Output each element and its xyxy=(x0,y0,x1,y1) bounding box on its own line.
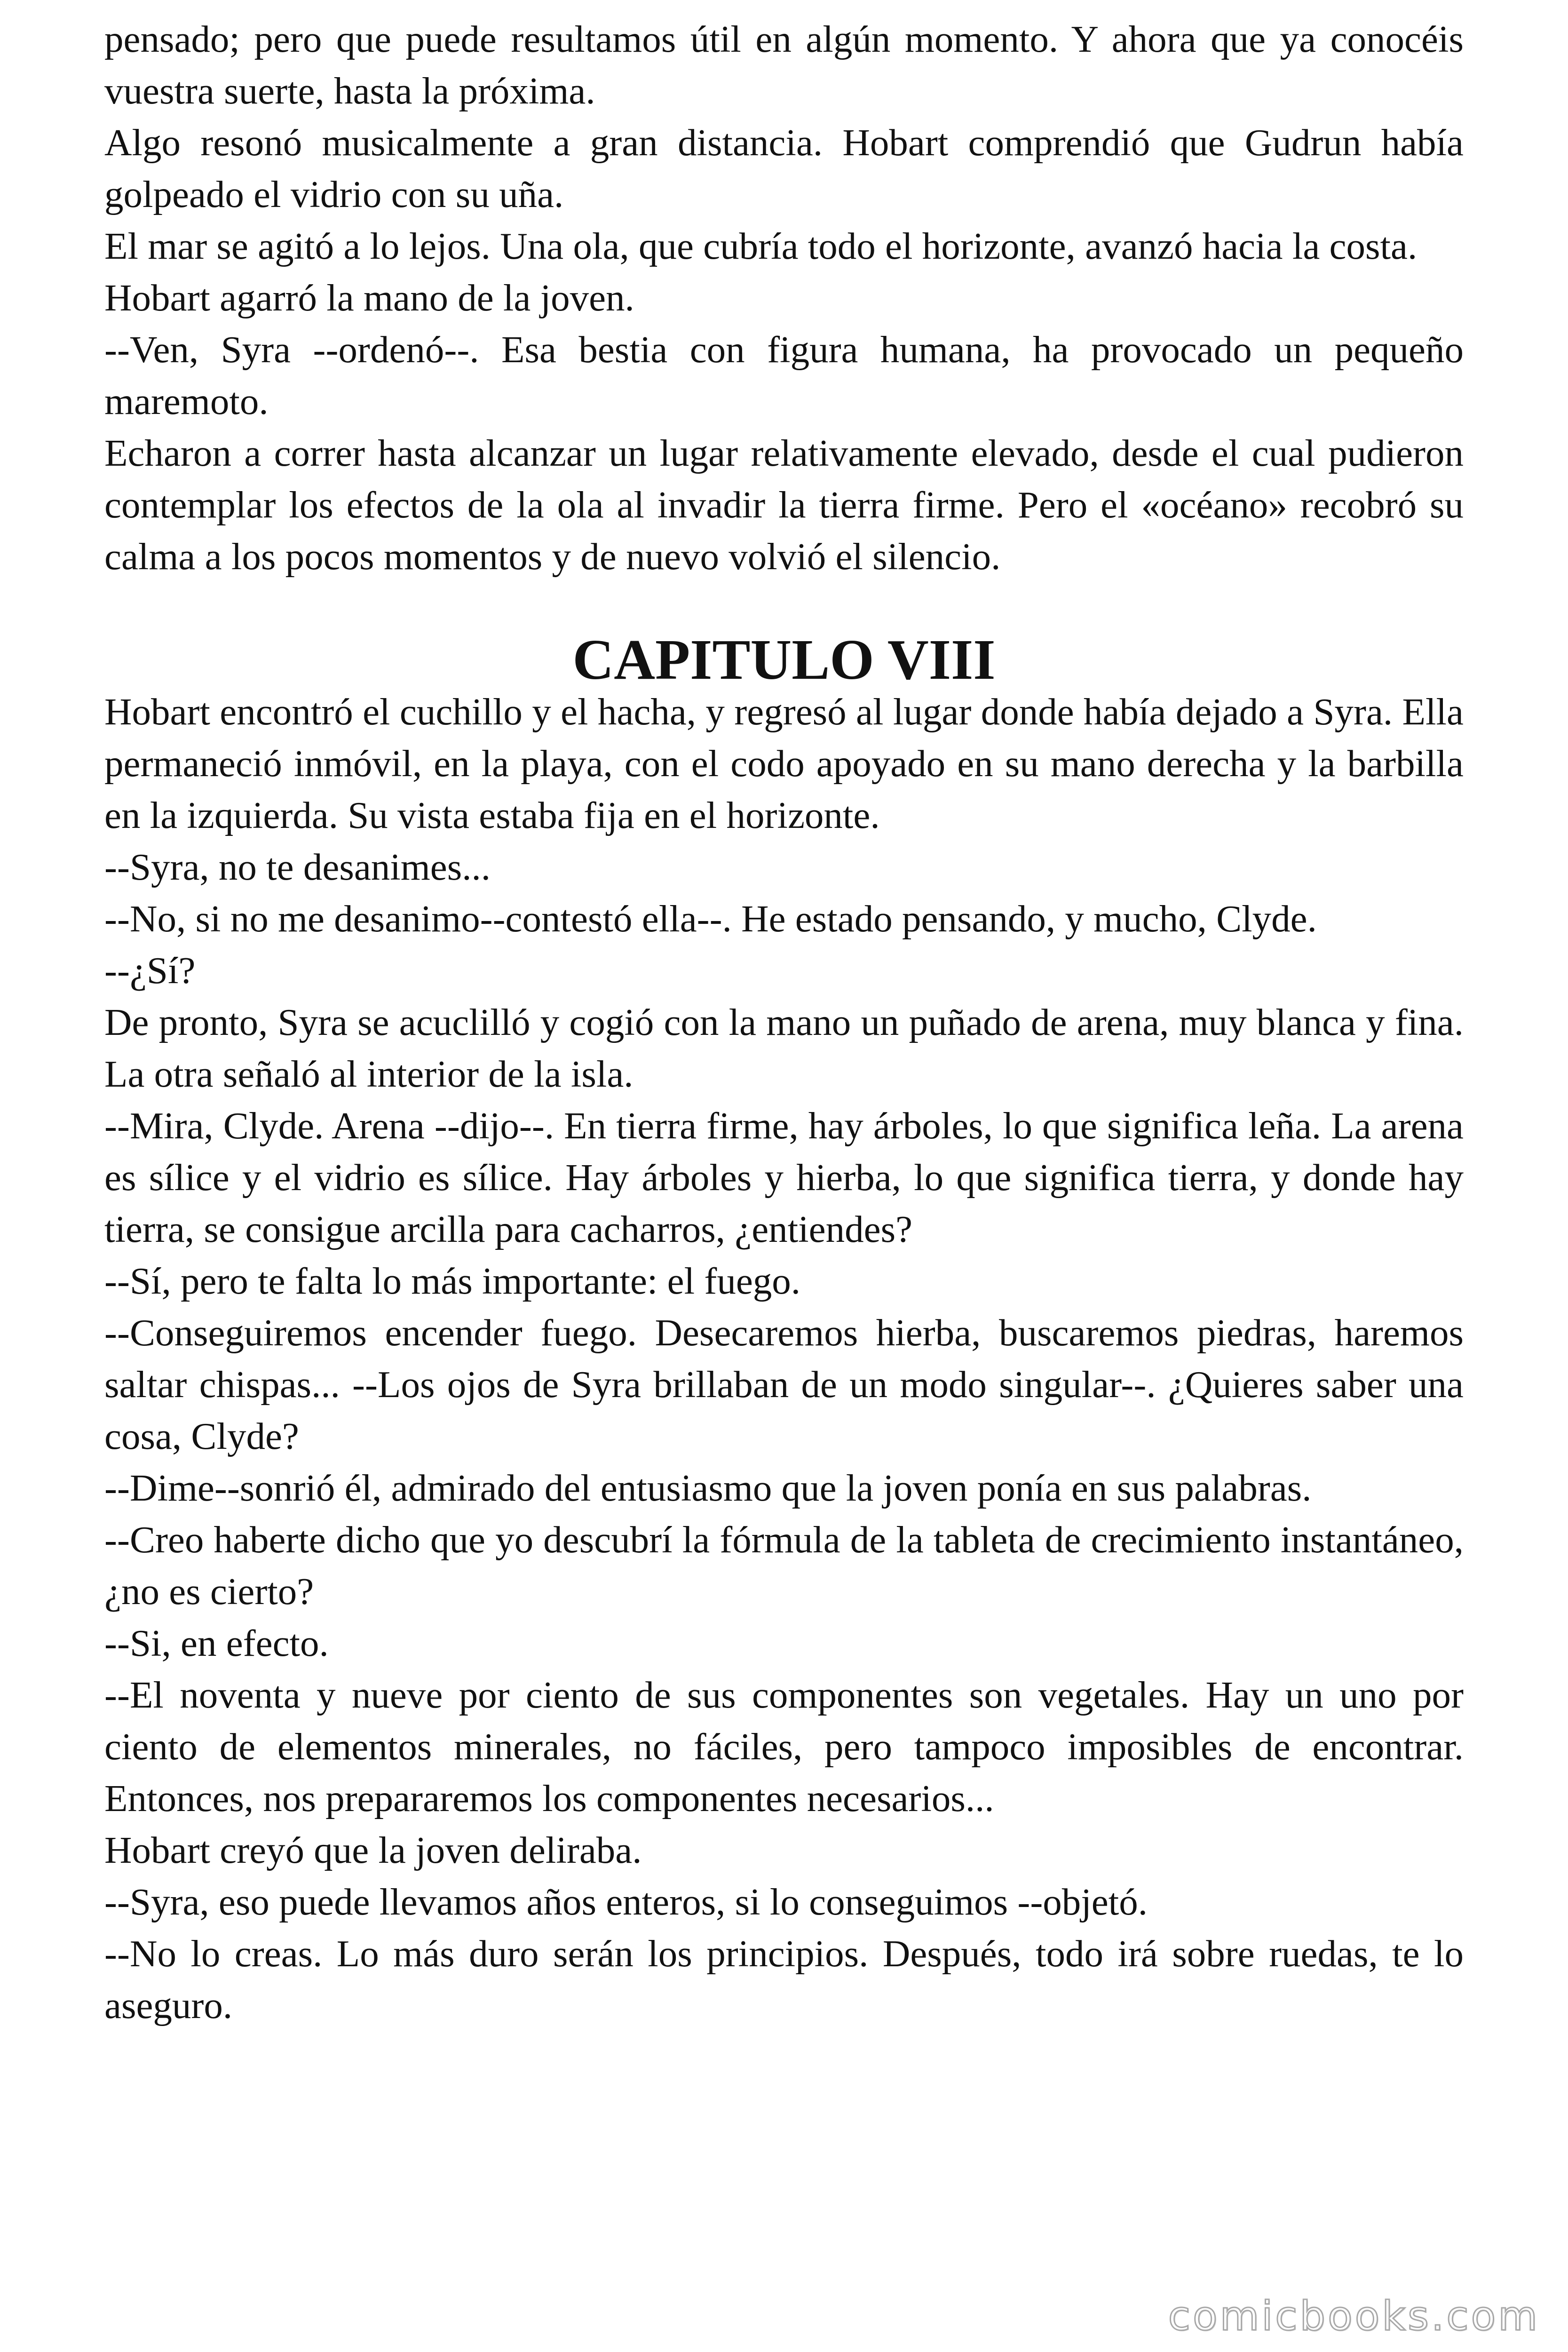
paragraph: --Si, en efecto. xyxy=(104,1622,329,1664)
paragraph: --Mira, Clyde. Arena --dijo--. En tierra firme, hay árboles, lo que significa leña. La arena es sílice y el vidrio es sílice. Hay árboles y hierba, lo que significa tierra, y donde hay tierra, se consigue arcilla para cacharros, ¿entiendes? xyxy=(104,1104,1464,1250)
paragraph: Algo resonó musicalmente a gran distancia. Hobart comprendió que Gudrun había golpeado el vidrio con su uña. xyxy=(104,121,1464,215)
chapter-title: CAPITULO VIII xyxy=(572,628,996,691)
section-break xyxy=(104,582,1464,634)
paragraph: Hobart agarró la mano de la joven. xyxy=(104,277,634,319)
paragraph: --¿Sí? xyxy=(104,949,196,992)
paragraph: --Creo haberte dicho que yo descubrí la fórmula de la tableta de crecimiento instantáneo, ¿no es cierto? xyxy=(104,1518,1464,1613)
paragraph: El mar se agitó a lo lejos. Una ola, que cubría todo el horizonte, avanzó hacia la costa. xyxy=(104,225,1418,267)
paragraph: pensado; pero que puede resultamos útil en algún momento. Y ahora que ya conocéis vuestra suerte, hasta la próxima. xyxy=(104,18,1464,112)
chapter-body xyxy=(104,686,1464,2031)
paragraph: --Sí, pero te falta lo más importante: el fuego. xyxy=(104,1260,801,1302)
text-before-chapter xyxy=(104,13,1464,582)
paragraph: Hobart encontró el cuchillo y el hacha, y regresó al lugar donde había dejado a Syra. Ella permaneció inmóvil, en la playa, con el codo apoyado en su mano derecha y la barbilla en la izquierda. Su vista estaba fija en el horizonte. xyxy=(104,691,1464,836)
paragraph: --El noventa y nueve por ciento de sus componentes son vegetales. Hay un uno por ciento de elementos minerales, no fáciles, pero tampoco imposibles de encontrar. Entonces, nos prepararemos los componentes necesarios... xyxy=(104,1674,1464,1820)
paragraph: Echaron a correr hasta alcanzar un lugar relativamente elevado, desde el cual pudieron contemplar los efectos de la ola al invadir la tierra firme. Pero el «océano» recobró su calma a los pocos momentos y de nuevo volvió el silencio. xyxy=(104,432,1464,578)
paragraph: De pronto, Syra se acuclilló y cogió con la mano un puñado de arena, muy blanca y fina. La otra señaló al interior de la isla. xyxy=(104,1001,1464,1095)
paragraph: --No lo creas. Lo más duro serán los principios. Después, todo irá sobre ruedas, te lo aseguro. xyxy=(104,1932,1464,2026)
paragraph: --Syra, eso puede llevamos años enteros, si lo conseguimos --objetó. xyxy=(104,1881,1148,1923)
paragraph: --Conseguiremos encender fuego. Desecaremos hierba, buscaremos piedras, haremos saltar chispas... --Los ojos de Syra brillaban de un modo singular--. ¿Quieres saber una cosa, Clyde? xyxy=(104,1311,1464,1457)
document-page xyxy=(104,13,1464,2031)
paragraph: --Syra, no te desanimes... xyxy=(104,846,491,888)
paragraph: --Dime--sonrió él, admirado del entusiasmo que la joven ponía en sus palabras. xyxy=(104,1467,1312,1509)
paragraph: --No, si no me desanimo--contestó ella--. He estado pensando, y mucho, Clyde. xyxy=(104,898,1317,940)
paragraph: --Ven, Syra --ordenó--. Esa bestia con figura humana, ha provocado un pequeño maremoto. xyxy=(104,328,1464,422)
paragraph: Hobart creyó que la joven deliraba. xyxy=(104,1829,642,1871)
watermark: comicbooks.com xyxy=(1168,2293,1540,2340)
